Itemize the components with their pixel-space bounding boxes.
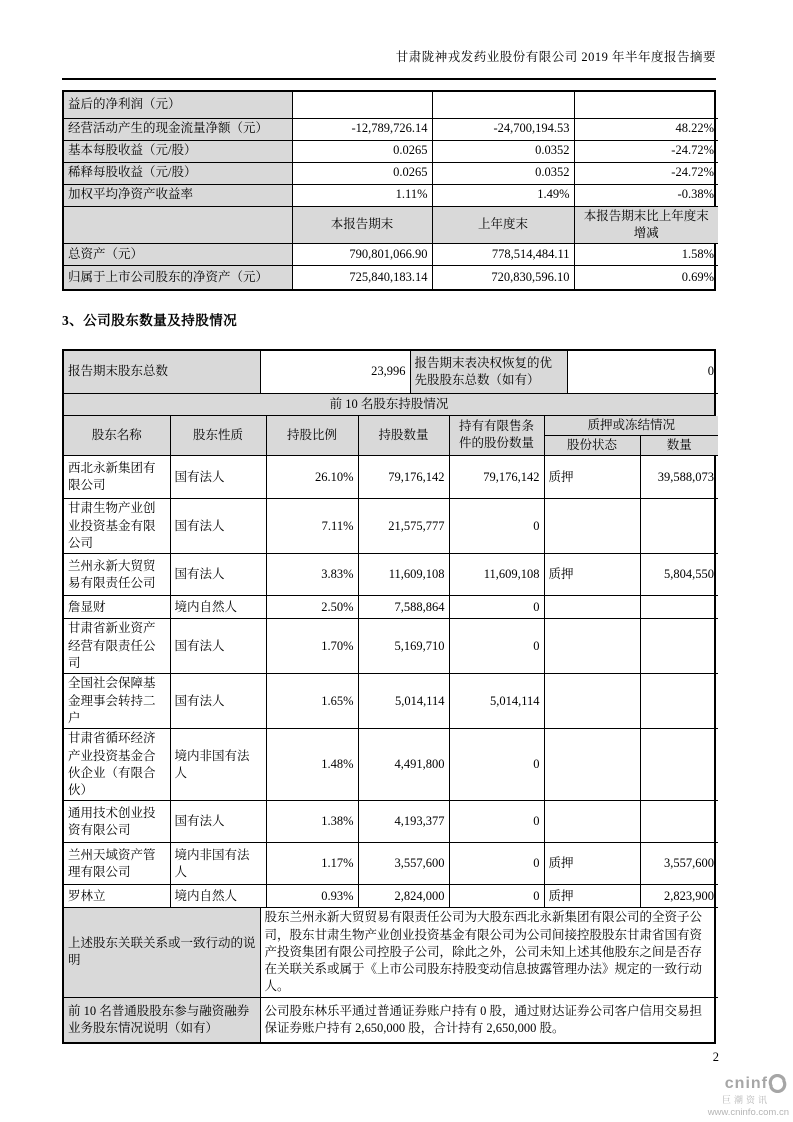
current-value: -12,789,726.14 bbox=[292, 118, 432, 140]
row-label: 稀释每股收益（元/股） bbox=[64, 162, 292, 184]
col-header-pledge-amount: 数量 bbox=[640, 436, 718, 456]
table-row bbox=[64, 266, 718, 289]
row-label: 总资产（元） bbox=[64, 244, 292, 266]
report-title: 甘肃陇神戎发药业股份有限公司 2019 年半年度报告摘要 bbox=[395, 50, 716, 64]
row-label: 归属于上市公司股东的净资产（元） bbox=[64, 266, 292, 289]
prior-value: 0.0352 bbox=[432, 162, 574, 184]
shareholder-name: 甘肃省循环经济产业投资基金合伙企业（有限合伙） bbox=[64, 729, 170, 801]
shareholder-name: 西北永新集团有限公司 bbox=[64, 456, 170, 499]
top10-title: 前 10 名股东持股情况 bbox=[64, 394, 714, 415]
change-value: -0.38% bbox=[574, 184, 718, 206]
holding-ratio: 1.48% bbox=[266, 729, 358, 801]
shareholder-nature: 境内非国有法人 bbox=[170, 843, 266, 885]
pledge-amount: 2,823,900 bbox=[640, 885, 718, 908]
pledge-status: 质押 bbox=[544, 885, 640, 908]
col-header-current-period: 本报告期末 bbox=[292, 206, 432, 244]
change-value: 0.69% bbox=[574, 266, 718, 289]
holding-ratio: 3.83% bbox=[266, 554, 358, 596]
holding-ratio: 7.11% bbox=[266, 499, 358, 554]
holding-shares: 21,575,777 bbox=[358, 499, 449, 554]
prior-value: 720,830,596.10 bbox=[432, 266, 574, 289]
shareholder-row bbox=[64, 843, 718, 885]
margin-note-label: 前 10 名普通股股东参与融资融券业务股东情况说明（如有） bbox=[64, 997, 260, 1042]
prior-value: 1.49% bbox=[432, 184, 574, 206]
shareholder-nature: 国有法人 bbox=[170, 674, 266, 729]
totals-row bbox=[64, 351, 718, 394]
holding-ratio: 1.17% bbox=[266, 843, 358, 885]
shareholder-row bbox=[64, 499, 718, 554]
col-header-pledge-group: 质押或冻结情况 bbox=[544, 416, 718, 436]
period-header-row bbox=[64, 206, 718, 244]
table-row bbox=[64, 244, 718, 266]
change-value: 1.58% bbox=[574, 244, 718, 266]
shareholder-row bbox=[64, 729, 718, 801]
pledge-status: 质押 bbox=[544, 843, 640, 885]
col-header-nature: 股东性质 bbox=[170, 416, 266, 456]
table-row bbox=[64, 118, 718, 140]
holding-ratio: 26.10% bbox=[266, 456, 358, 499]
change-value bbox=[574, 92, 718, 118]
current-value bbox=[292, 92, 432, 118]
pledge-status bbox=[544, 674, 640, 729]
pledge-amount bbox=[640, 596, 718, 619]
pledge-amount bbox=[640, 619, 718, 674]
table-row bbox=[64, 92, 718, 118]
holding-ratio: 1.38% bbox=[266, 801, 358, 843]
shareholder-row bbox=[64, 674, 718, 729]
row-label: 加权平均净资产收益率 bbox=[64, 184, 292, 206]
pledge-status bbox=[544, 801, 640, 843]
restricted-shares: 5,014,114 bbox=[449, 674, 544, 729]
total-shareholders-label: 报告期末股东总数 bbox=[64, 351, 260, 394]
restricted-shares: 0 bbox=[449, 885, 544, 908]
shareholder-name: 罗林立 bbox=[64, 885, 170, 908]
table-row bbox=[64, 140, 718, 162]
shareholder-name: 兰州永新大贸贸易有限责任公司 bbox=[64, 554, 170, 596]
financial-table-grid bbox=[64, 92, 718, 289]
pledge-status bbox=[544, 619, 640, 674]
shareholder-name: 兰州天域资产管理有限公司 bbox=[64, 843, 170, 885]
shareholder-nature: 国有法人 bbox=[170, 554, 266, 596]
pledge-amount bbox=[640, 729, 718, 801]
relation-note-row bbox=[64, 908, 718, 997]
top10-banner-grid bbox=[64, 394, 714, 416]
page-number: 2 bbox=[712, 1050, 719, 1064]
table-row bbox=[64, 162, 718, 184]
shareholder-row bbox=[64, 596, 718, 619]
shareholder-nature: 国有法人 bbox=[170, 499, 266, 554]
shareholder-name: 通用技术创业投资有限公司 bbox=[64, 801, 170, 843]
shareholder-name: 甘肃生物产业创业投资基金有限公司 bbox=[64, 499, 170, 554]
change-value: -24.72% bbox=[574, 140, 718, 162]
shareholder-name: 詹显财 bbox=[64, 596, 170, 619]
shareholder-nature: 国有法人 bbox=[170, 619, 266, 674]
holding-shares: 5,169,710 bbox=[358, 619, 449, 674]
table-row bbox=[64, 184, 718, 206]
total-shareholders-value: 23,996 bbox=[260, 351, 410, 394]
holding-shares: 4,193,377 bbox=[358, 801, 449, 843]
prior-value: 0.0352 bbox=[432, 140, 574, 162]
shareholder-nature: 境内自然人 bbox=[170, 596, 266, 619]
shareholder-row bbox=[64, 554, 718, 596]
current-value: 0.0265 bbox=[292, 140, 432, 162]
pledge-status bbox=[544, 729, 640, 801]
restricted-shares: 79,176,142 bbox=[449, 456, 544, 499]
pledge-amount: 5,804,550 bbox=[640, 554, 718, 596]
pledge-amount: 3,557,600 bbox=[640, 843, 718, 885]
col-header-ratio: 持股比例 bbox=[266, 416, 358, 456]
logo-brand-text: cninf bbox=[724, 1074, 768, 1092]
banner-row bbox=[64, 394, 714, 415]
prior-value bbox=[432, 92, 574, 118]
current-value: 1.11% bbox=[292, 184, 432, 206]
pledge-status bbox=[544, 499, 640, 554]
shareholder-nature: 境内非国有法人 bbox=[170, 729, 266, 801]
col-header-pledge-status: 股份状态 bbox=[544, 436, 640, 456]
document-header bbox=[62, 0, 716, 80]
cninfo-logo bbox=[677, 1074, 789, 1118]
row-label: 经营活动产生的现金流量净额（元） bbox=[64, 118, 292, 140]
shareholder-nature: 境内自然人 bbox=[170, 885, 266, 908]
prior-value: -24,700,194.53 bbox=[432, 118, 574, 140]
pledge-status: 质押 bbox=[544, 554, 640, 596]
change-value: -24.72% bbox=[574, 162, 718, 184]
shareholder-name: 甘肃省新业资产经营有限责任公司 bbox=[64, 619, 170, 674]
section-heading: 3、公司股东数量及持股情况 bbox=[62, 312, 238, 328]
logo-caption: 巨潮资讯 bbox=[721, 1095, 770, 1105]
holding-ratio: 0.93% bbox=[266, 885, 358, 908]
shareholder-nature: 国有法人 bbox=[170, 456, 266, 499]
shareholder-row bbox=[64, 619, 718, 674]
shareholder-row bbox=[64, 456, 718, 499]
financial-summary-table bbox=[62, 90, 716, 291]
current-value: 790,801,066.90 bbox=[292, 244, 432, 266]
shareholder-totals-grid bbox=[64, 351, 718, 395]
holding-ratio: 1.70% bbox=[266, 619, 358, 674]
prior-value: 778,514,484.11 bbox=[432, 244, 574, 266]
holding-shares: 7,588,864 bbox=[358, 596, 449, 619]
column-header-row bbox=[64, 416, 718, 436]
shareholder-row bbox=[64, 801, 718, 843]
relation-note-label: 上述股东关联关系或一致行动的说明 bbox=[64, 908, 260, 997]
holding-shares: 4,491,800 bbox=[358, 729, 449, 801]
col-header-prior-year: 上年度末 bbox=[432, 206, 574, 244]
holding-shares: 3,557,600 bbox=[358, 843, 449, 885]
row-label: 基本每股收益（元/股） bbox=[64, 140, 292, 162]
row-label: 益后的净利润（元） bbox=[64, 92, 292, 118]
shareholder-notes-grid bbox=[64, 908, 718, 1042]
pledge-amount: 39,588,073 bbox=[640, 456, 718, 499]
shareholder-row bbox=[64, 885, 718, 908]
shareholder-nature: 国有法人 bbox=[170, 801, 266, 843]
margin-note-row bbox=[64, 997, 718, 1042]
logo-brand-row bbox=[677, 1074, 789, 1093]
holding-shares: 11,609,108 bbox=[358, 554, 449, 596]
holding-shares: 2,824,000 bbox=[358, 885, 449, 908]
preferred-shareholders-label: 报告期末表决权恢复的优先股股东总数（如有） bbox=[410, 351, 567, 394]
holding-ratio: 1.65% bbox=[266, 674, 358, 729]
cninfo-swirl-icon bbox=[768, 1074, 787, 1093]
col-header-restricted: 持有有限售条件的股份数量 bbox=[449, 416, 544, 456]
pledge-amount bbox=[640, 674, 718, 729]
content-area bbox=[62, 0, 716, 1044]
restricted-shares: 0 bbox=[449, 801, 544, 843]
holding-shares: 79,176,142 bbox=[358, 456, 449, 499]
change-value: 48.22% bbox=[574, 118, 718, 140]
blank-cell bbox=[64, 206, 292, 244]
restricted-shares: 0 bbox=[449, 843, 544, 885]
restricted-shares: 0 bbox=[449, 619, 544, 674]
pledge-status bbox=[544, 596, 640, 619]
shareholder-table bbox=[62, 349, 716, 1045]
col-header-name: 股东名称 bbox=[64, 416, 170, 456]
holding-ratio: 2.50% bbox=[266, 596, 358, 619]
pledge-amount bbox=[640, 801, 718, 843]
col-header-change: 本报告期末比上年度末增减 bbox=[574, 206, 718, 244]
shareholder-name: 全国社会保障基金理事会转持二户 bbox=[64, 674, 170, 729]
col-header-shares: 持股数量 bbox=[358, 416, 449, 456]
preferred-shareholders-value: 0 bbox=[567, 351, 718, 394]
current-value: 725,840,183.14 bbox=[292, 266, 432, 289]
restricted-shares: 11,609,108 bbox=[449, 554, 544, 596]
restricted-shares: 0 bbox=[449, 499, 544, 554]
holding-shares: 5,014,114 bbox=[358, 674, 449, 729]
current-value: 0.0265 bbox=[292, 162, 432, 184]
restricted-shares: 0 bbox=[449, 596, 544, 619]
shareholder-detail-grid bbox=[64, 416, 718, 909]
margin-note-text: 公司股东林乐平通过普通证券账户持有 0 股，通过财达证券公司客户信用交易担保证券账户持有 2,650,000 股，合计持有 2,650,000 股。 bbox=[260, 997, 718, 1042]
logo-url: www.cninfo.com.cn bbox=[707, 1107, 789, 1118]
pledge-status: 质押 bbox=[544, 456, 640, 499]
relation-note-text: 股东兰州永新大贸贸易有限责任公司为大股东西北永新集团有限公司的全资子公司，股东甘肃生物产业创业投资基金有限公司为公司间接控股股东甘肃省国有资产投资集团有限公司控股子公司，除此之外，公司未知上述其他股东之间是否存在关联关系或属于《上市公司股东持股变动信息披露管理办法》规定的一致行动人。 bbox=[260, 908, 718, 997]
restricted-shares: 0 bbox=[449, 729, 544, 801]
pledge-amount bbox=[640, 499, 718, 554]
